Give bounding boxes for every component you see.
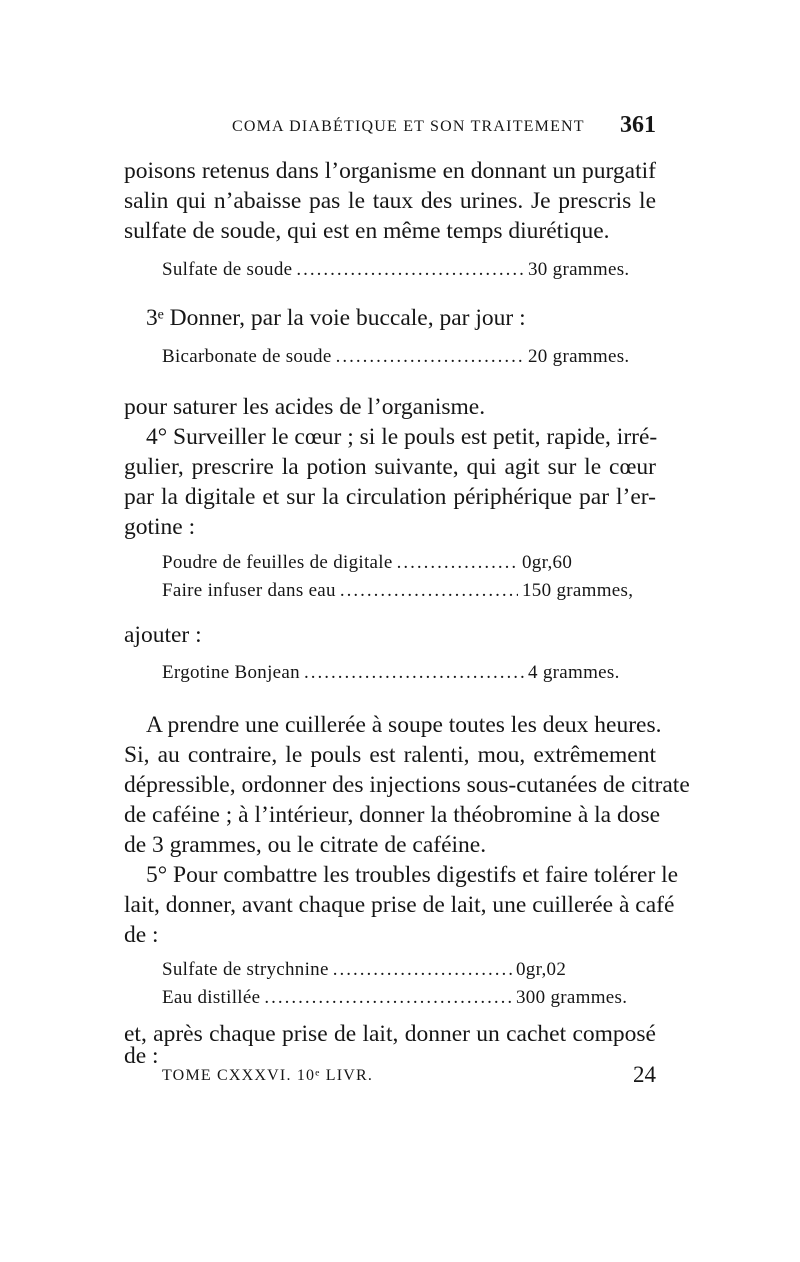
text-line: salin qui n’abaisse pas le taux des urines. Je prescris le <box>124 188 656 214</box>
text-line: 3ᵉ Donner, par la voie buccale, par jour : <box>146 305 526 331</box>
text-line: A prendre une cuillerée à soupe toutes les deux heures. <box>146 712 662 738</box>
page-number: 361 <box>620 112 656 138</box>
text-line: dépressible, ordonner des injections sous-cutanées de citrate <box>124 772 690 798</box>
text-line: gulier, prescrire la potion suivante, qui agit sur le cœur <box>124 454 656 480</box>
ingredient-quantity: 300 grammes. <box>516 987 628 1008</box>
leader-dots <box>340 577 518 605</box>
prescription-line <box>162 956 656 984</box>
ingredient-name: Sulfate de strychnine <box>162 959 329 980</box>
leader-dots <box>397 549 518 577</box>
sheet-number: 24 <box>633 1062 656 1087</box>
text-line: gotine : <box>124 514 196 540</box>
ingredient-quantity: 150 grammes, <box>522 580 634 601</box>
ingredient-quantity: 20 grammes. <box>528 346 630 367</box>
text-line: ajouter : <box>124 622 202 648</box>
ingredient-name: Sulfate de soude <box>162 259 293 280</box>
prescription-line <box>162 659 656 687</box>
ingredient-quantity: 30 grammes. <box>528 259 630 280</box>
text-line: 5° Pour combattre les troubles digestifs et faire tolérer le <box>146 862 679 888</box>
text-line: Si, au contraire, le pouls est ralenti, mou, extrêmement <box>124 742 656 768</box>
ingredient-name: Eau distillée <box>162 987 261 1008</box>
text-line: et, après chaque prise de lait, donner un cachet composé <box>124 1021 656 1047</box>
leader-dots <box>333 956 512 984</box>
running-title: COMA DIABÉTIQUE ET SON TRAITEMENT <box>232 118 585 135</box>
ingredient-name: Bicarbonate de soude <box>162 346 332 367</box>
text-line: de : <box>124 922 159 948</box>
text-line: de caféine ; à l’intérieur, donner la théobromine à la dose <box>124 802 661 828</box>
prescription-line <box>162 343 656 371</box>
leader-dots <box>304 659 524 687</box>
text-line: de : <box>124 1043 159 1069</box>
prescription-line <box>162 549 656 577</box>
prescription-line <box>162 256 656 284</box>
prescription-line <box>162 984 656 1012</box>
prescription-line <box>162 577 656 605</box>
text-line: sulfate de soude, qui est en même temps diurétique. <box>124 218 610 244</box>
text-line: pour saturer les acides de l’organisme. <box>124 394 486 420</box>
leader-dots <box>296 256 524 284</box>
signature-mark: TOME CXXXVI. 10ᵉ LIVR. <box>162 1067 374 1084</box>
text-line: de 3 grammes, ou le citrate de caféine. <box>124 832 487 858</box>
text-line: lait, donner, avant chaque prise de lait, une cuillerée à café <box>124 892 675 918</box>
ingredient-name: Ergotine Bonjean <box>162 662 300 683</box>
ingredient-quantity: 0gr,60 <box>522 552 573 573</box>
text-line: poisons retenus dans l’organisme en donnant un purgatif <box>124 158 656 184</box>
ingredient-name: Faire infuser dans eau <box>162 580 336 601</box>
text-line: par la digitale et sur la circulation périphérique par l’er- <box>124 484 656 510</box>
ingredient-name: Poudre de feuilles de digitale <box>162 552 393 573</box>
ingredient-quantity: 0gr,02 <box>516 959 567 980</box>
leader-dots <box>336 343 524 371</box>
text-line: 4° Surveiller le cœur ; si le pouls est petit, rapide, irré- <box>146 424 658 450</box>
ingredient-quantity: 4 grammes. <box>528 662 620 683</box>
leader-dots <box>264 984 512 1012</box>
